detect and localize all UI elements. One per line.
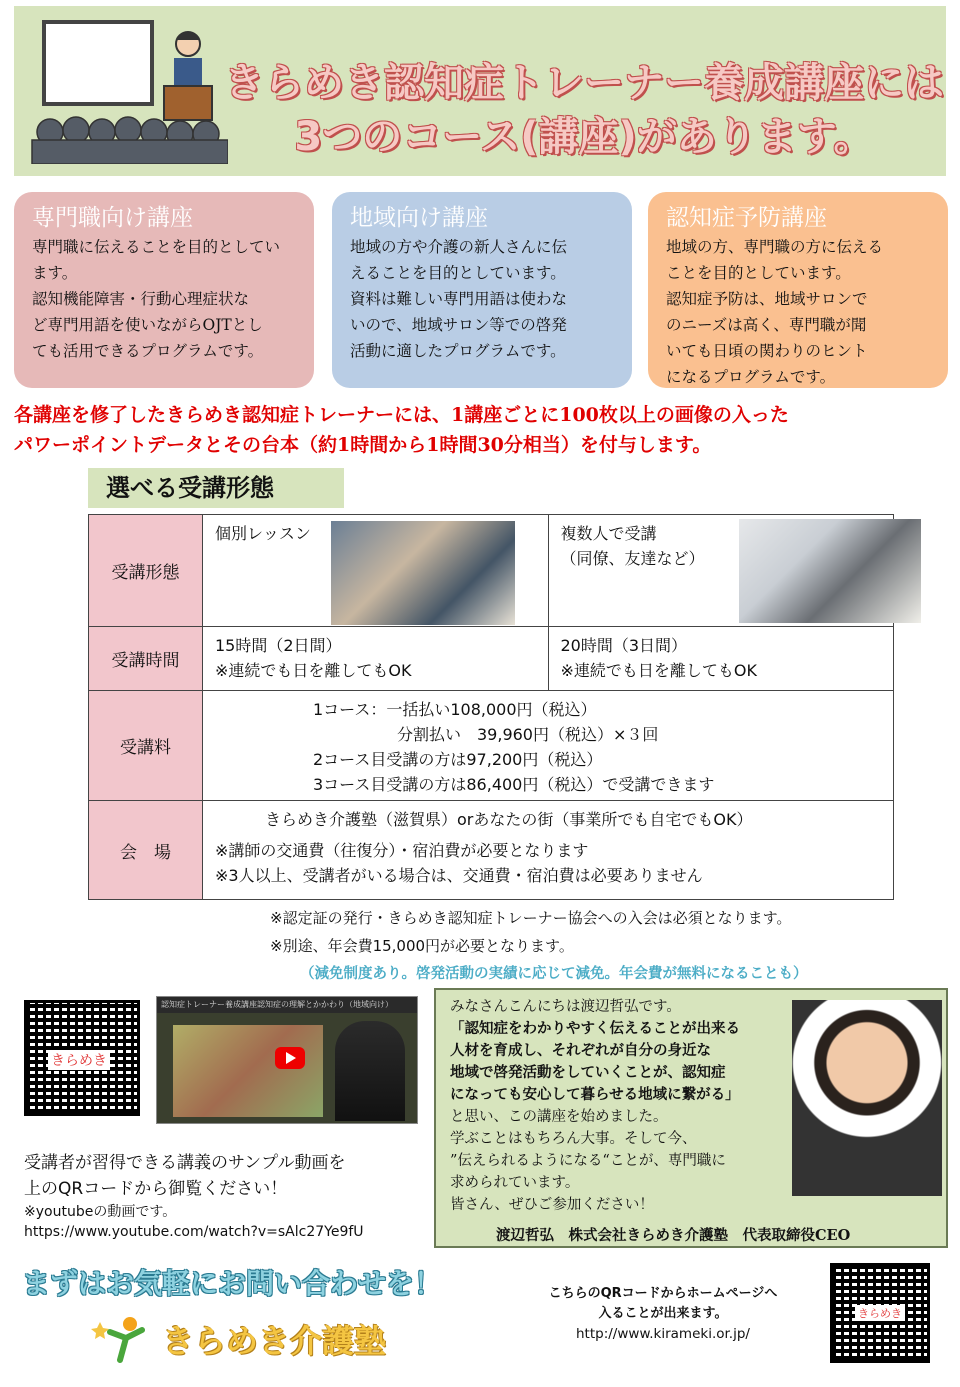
ceo-photo xyxy=(792,1000,942,1196)
notice-line: パワーポイントデータとその台本（約1時間から1時間30分相当）を付与します。 xyxy=(14,434,712,456)
ceo-message-line: と思い、この講座を始めました。 xyxy=(450,1109,668,1125)
course-body xyxy=(350,234,614,364)
course-body xyxy=(32,234,296,364)
ceo-greeting: みなさんこんにちは渡辺哲弘です。 xyxy=(450,999,681,1015)
table-row-venue xyxy=(89,801,893,899)
course-body-line: ことを目的としています。 xyxy=(666,264,851,282)
course-card-prevention xyxy=(648,192,948,388)
slide-image xyxy=(173,1025,323,1117)
course-body-line: ても活用できるプログラムです。 xyxy=(32,342,264,360)
membership-notes xyxy=(270,904,791,960)
venue-cell xyxy=(203,801,893,899)
course-body-line: いても日頃の関わりのヒント xyxy=(666,342,868,360)
course-body-line: えることを目的としています。 xyxy=(350,264,566,282)
fee-line: 2コース目受講の方は97,200円（税込） xyxy=(313,750,603,769)
ceo-quote-line: 人材を育成し、それぞれが自分の身近な xyxy=(450,1042,711,1059)
format-group-note: （同僚、友達など） xyxy=(560,549,705,568)
kirameki-logo-icon xyxy=(90,1312,154,1364)
course-body-line: 専門職に伝えることを目的としてい xyxy=(32,238,281,256)
title-line-1: きらめき認知症トレーナー養成講座には xyxy=(224,60,944,106)
homepage-url-link[interactable]: http://www.kirameki.or.jp/ xyxy=(576,1326,750,1342)
row-header: 受講時間 xyxy=(89,627,203,690)
format-group-label: 複数人で受講 xyxy=(560,524,657,543)
contact-heading: まずはお気軽にお問い合わせを！ xyxy=(22,1267,443,1300)
table-row-duration xyxy=(89,627,893,691)
note-line: ※認定証の発行・きらめき認知症トレーナー協会への入会は必須となります。 xyxy=(270,909,792,927)
course-body-line: 地域の方、専門職の方に伝える xyxy=(666,238,884,256)
fee-reduction-note: （減免制度あり。啓発活動の実績に応じて減免。年会費が無料になることも） xyxy=(300,966,808,982)
ceo-message-line: ”伝えられるようになる“ことが、専門職に xyxy=(450,1153,726,1169)
play-icon[interactable] xyxy=(275,1047,305,1069)
duration-value: 20時間（3日間） xyxy=(560,636,688,655)
section-title: 選べる受講形態 xyxy=(88,468,344,508)
format-individual-cell xyxy=(203,515,549,626)
duration-note: ※連続でも日を離してもOK xyxy=(560,661,757,680)
video-title-bar: 認知症トレーナー養成講座認知症の理解とかかわり（地域向け） xyxy=(157,997,417,1013)
title-line-2: 3つのコース(講座)があります。 xyxy=(294,114,874,160)
hp-line: こちらのQRコードからホームページへ xyxy=(548,1286,778,1301)
fee-line: 分割払い 39,960円（税込）×３回 xyxy=(397,725,659,744)
video-thumbnail[interactable] xyxy=(156,996,418,1124)
course-body-line: ど専門用語を使いながらOJTとし xyxy=(32,316,263,334)
hp-line: 入ることが出来ます。 xyxy=(598,1306,728,1321)
ceo-message-line: 求められています。 xyxy=(450,1175,580,1191)
table-row-format xyxy=(89,515,893,627)
duration-group-cell xyxy=(549,627,894,690)
course-body xyxy=(666,234,930,390)
qr-label: きらめき xyxy=(855,1305,905,1321)
ceo-quote-line: 地域で啓発活動をしていくことが、認知症 xyxy=(450,1064,726,1081)
youtube-note: ※youtubeの動画です。 xyxy=(24,1204,177,1220)
group-lesson-photo xyxy=(739,519,921,623)
row-header: 受講形態 xyxy=(89,515,203,626)
homepage-info xyxy=(528,1284,798,1344)
duration-note: ※連続でも日を離してもOK xyxy=(215,661,412,680)
course-body-line: になるプログラムです。 xyxy=(666,368,836,386)
row-header: 受講料 xyxy=(89,691,203,800)
row-header: 会 場 xyxy=(89,801,203,899)
course-body-line: いので、地域サロン等での啓発 xyxy=(350,316,567,334)
course-body-line: 活動に適したプログラムです。 xyxy=(350,342,566,360)
individual-lesson-photo xyxy=(331,521,515,625)
format-group-cell xyxy=(549,515,894,626)
ceo-quote-line: 「認知症をわかりやすく伝えることが出来る xyxy=(450,1020,740,1037)
course-body-line: 認知機能障害・行動心理症状な xyxy=(32,290,250,308)
ceo-message-line: 皆さん、ぜひご参加ください！ xyxy=(450,1197,654,1213)
course-title: 専門職向け講座 xyxy=(32,205,193,231)
course-format-table xyxy=(88,514,894,900)
header-banner xyxy=(14,6,946,176)
lecture-illustration xyxy=(28,14,228,164)
course-title: 認知症予防講座 xyxy=(666,205,827,231)
course-body-line: 認知症予防は、地域サロンで xyxy=(666,290,868,308)
page-title xyxy=(214,56,954,164)
fee-line: 3コース目受講の方は86,400円（税込）で受講できます xyxy=(313,775,715,794)
youtube-url-link[interactable]: https://www.youtube.com/watch?v=sAlc27Ye9fU xyxy=(24,1224,364,1240)
ceo-message-line: 学ぶことはもちろん大事。そして今、 xyxy=(450,1131,697,1147)
table-row-fee xyxy=(89,691,893,801)
qr-label: きらめき xyxy=(48,1050,110,1070)
duration-individual-cell xyxy=(203,627,549,690)
format-individual-label: 個別レッスン xyxy=(215,524,311,543)
ceo-quote-line: になっても安心して暮らせる地域に繋がる」 xyxy=(450,1086,740,1103)
course-body-line: 資料は難しい専門用語は使わな xyxy=(350,290,568,308)
notice-line: 各講座を修了したきらめき認知症トレーナーには、1講座ごとに100枚以上の画像の入った xyxy=(14,404,789,426)
note-line: ※別途、年会費15,000円が必要となります。 xyxy=(270,937,574,955)
duration-value: 15時間（2日間） xyxy=(215,636,342,655)
presenter-image xyxy=(335,1021,405,1121)
ceo-signature: 渡辺哲弘 株式会社きらめき介護塾 代表取締役CEO xyxy=(496,1227,851,1244)
sample-line: 上のQRコードから御覧ください！ xyxy=(24,1179,288,1199)
sample-video-text xyxy=(24,1150,424,1242)
course-body-line: のニーズは高く、専門職が聞 xyxy=(666,316,867,334)
course-title: 地域向け講座 xyxy=(350,205,488,231)
fee-line: 1コース：一括払い108,000円（税込） xyxy=(313,700,597,719)
venue-note: ※3人以上、受講者がいる場合は、交通費・宿泊費は必要ありません xyxy=(215,866,703,885)
company-logo-text: きらめき介護塾 xyxy=(162,1322,387,1360)
course-card-community xyxy=(332,192,632,388)
venue-line: きらめき介護塾（滋賀県）orあなたの街（事業所でも自宅でもOK） xyxy=(265,810,753,829)
sample-line: 受講者が習得できる講義のサンプル動画を xyxy=(24,1153,346,1173)
ceo-message-box xyxy=(434,988,948,1248)
ceo-message xyxy=(450,996,790,1216)
course-body-line: 地域の方や介護の新人さんに伝 xyxy=(350,238,568,256)
course-card-professional xyxy=(14,192,314,388)
certificate-notice xyxy=(14,400,954,460)
fee-cell xyxy=(203,691,893,800)
venue-note: ※講師の交通費（往復分）・宿泊費が必要となります xyxy=(215,841,589,860)
course-body-line: ます。 xyxy=(32,264,78,282)
